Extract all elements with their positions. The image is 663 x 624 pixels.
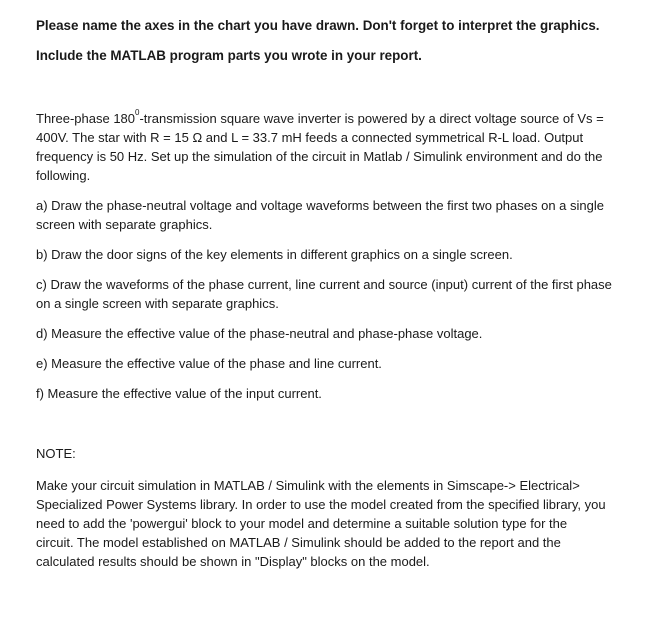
- task-f-line-1: f) Measure the effective value of the input current.: [36, 386, 322, 401]
- note-line-3: need to add the 'powergui' block to your model and determine a suitable solution type for the: [36, 516, 568, 531]
- note-line-2: Specialized Power Systems library. In order to use the model created from the specified library, you: [36, 497, 606, 512]
- note-line-4: circuit. The model established on MATLAB / Simulink should be added to the report and the: [36, 535, 561, 550]
- task-b-line-1: b) Draw the door signs of the key elements in different graphics on a single screen.: [36, 247, 513, 262]
- task-d-line-1: d) Measure the effective value of the phase-neutral and phase-phase voltage.: [36, 326, 483, 341]
- note-line-5: calculated results should be shown in "Display" blocks on the model.: [36, 554, 430, 569]
- problem-line-1a: Three-phase 180: [36, 111, 136, 126]
- problem-line-1b: -transmission square wave inverter is powered by a direct voltage source of Vs =: [139, 111, 604, 126]
- task-e-line-1: e) Measure the effective value of the phase and line current.: [36, 356, 382, 371]
- instruction-axes: Please name the axes in the chart you have drawn. Don't forget to interpret the graphics.: [36, 18, 600, 33]
- problem-line-1: [36, 110, 604, 128]
- problem-line-2: 400V. The star with R = 15 Ω and L = 33.7 mH feeds a connected symmetrical R-L load. Output: [36, 130, 584, 145]
- note-heading: NOTE:: [36, 446, 76, 461]
- problem-line-3: frequency is 50 Hz. Set up the simulation of the circuit in Matlab / Simulink environment and do the: [36, 149, 603, 164]
- problem-line-4: following.: [36, 168, 91, 183]
- note-line-1: Make your circuit simulation in MATLAB / Simulink with the elements in Simscape-> Electrical>: [36, 478, 580, 493]
- task-c-line-2: on a single screen with separate graphics.: [36, 296, 279, 311]
- degree-superscript: 0: [135, 108, 140, 117]
- task-a-line-1: a) Draw the phase-neutral voltage and voltage waveforms between the first two phases on a single: [36, 198, 604, 213]
- task-c-line-1: c) Draw the waveforms of the phase current, line current and source (input) current of the first phase: [36, 277, 612, 292]
- instruction-matlab: Include the MATLAB program parts you wrote in your report.: [36, 48, 422, 63]
- task-a-line-2: screen with separate graphics.: [36, 217, 213, 232]
